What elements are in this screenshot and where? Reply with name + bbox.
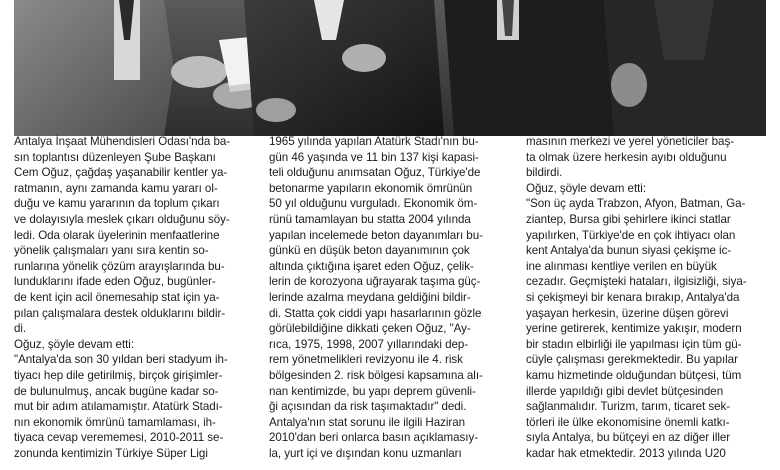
text-line: "Son üç ayda Trabzon, Afyon, Batman, Ga- xyxy=(526,197,746,211)
text-line: sağlanmalıdır. Turizm, tarım, ticaret sek- xyxy=(526,400,731,414)
text-line: tiyacı hep dile getirilmiş, birçok girişimler- xyxy=(14,368,223,382)
text-line: 2010'dan beri onlarca basın açıklamasıy- xyxy=(269,431,479,445)
text-line: yapılan incelemede beton dayanımları bu- xyxy=(269,228,483,242)
text-line: ziantep, Bursa gibi şehirlere ikinci statlar xyxy=(526,212,731,226)
text-line: ve dolayısıyla meslek çıkarı olduğunu söy- xyxy=(14,212,230,226)
text-line: 50 yıl olduğunu vurguladı. Ekonomik öm- xyxy=(269,197,478,211)
text-line: yapılırken, Türkiye'de en çok ihtiyacı olan xyxy=(526,228,736,242)
article-column-2 xyxy=(269,134,512,470)
text-line: bir stadın elbirliği ile yapılması için tüm gü- xyxy=(526,337,742,351)
text-line: tiyaca cevap verememesi, 2010-2011 se- xyxy=(14,431,224,445)
text-line: zonunda kentimizin Türkiye Süper Ligi xyxy=(14,446,208,460)
article-body xyxy=(14,134,766,470)
text-line: yaşayan herkesin, üzerine düşen görevi xyxy=(526,306,729,320)
text-line: Oğuz, şöyle devam etti: xyxy=(526,181,646,195)
article-column-3 xyxy=(526,134,766,470)
text-line: 1965 yılında yapılan Atatürk Stadı'nın bu- xyxy=(269,135,479,148)
text-line: de kent için acil önemesahip stat için ya- xyxy=(14,290,220,304)
text-line: Antalya'nın stat sorunu ile ilgili Haziran xyxy=(269,415,466,429)
text-line: görülebildiğine dikkati çeken Oğuz, "Ay- xyxy=(269,322,471,336)
text-line: Antalya İnşaat Mühendisleri Odası'nda ba- xyxy=(14,135,231,148)
text-line: de bulunulmuş, ancak bugüne kadar so- xyxy=(14,384,219,398)
text-line: lunduklarını ifade eden Oğuz, bugünler- xyxy=(14,275,216,289)
text-line: gün 46 yaşında ve 11 bin 137 kişi kapasi- xyxy=(269,150,479,164)
article-column-1 xyxy=(14,134,257,470)
text-line: bildirdi. xyxy=(526,166,563,180)
news-photo xyxy=(14,0,766,136)
text-line: nın ekonomik ömrünü tamamlaması, ih- xyxy=(14,415,216,429)
text-line: nan kentimizde, bu yapı deprem güvenli- xyxy=(269,384,476,398)
text-line: lerin de korozyona uğrayarak taşıma güç- xyxy=(269,275,481,289)
text-line: di. xyxy=(14,322,27,336)
text-line: altında çıktığına işaret eden Oğuz, çelik- xyxy=(269,259,474,273)
text-line: rıca, 1975, 1998, 2007 yıllarındaki dep- xyxy=(269,337,469,351)
text-line: rem yönetmelikleri revizyonu ile 4. risk xyxy=(269,353,463,367)
text-line: günkü en düşük beton dayanımının çok xyxy=(269,244,470,258)
text-line: illerde yapıldığı gibi devlet bütçesinden xyxy=(526,384,724,398)
text-line: kadar hak etmektedir. 2013 yılında U20 xyxy=(526,446,726,460)
text-line: cezadır. Geçmişteki hataları, ilgisizliği, siya- xyxy=(526,275,747,289)
text-line: "Antalya'da son 30 yıldan beri stadyum ih- xyxy=(14,353,228,367)
text-line: la, yurt içi ve dışından konu uzmanları xyxy=(269,446,462,460)
text-line: ratmanın, aynı zamanda kamu yararı ol- xyxy=(14,181,218,195)
text-line: duğu ve kamu yararının da toplum çıkarı xyxy=(14,197,220,211)
text-line: masının merkezi ve yerel yöneticiler baş- xyxy=(526,135,735,148)
text-line: Oğuz, şöyle devam etti: xyxy=(14,337,134,351)
text-line: pılan çalışmalara destek olduklarını bildir- xyxy=(14,306,226,320)
text-line: ine alınması kentliye verilen en büyük xyxy=(526,259,717,273)
text-line: rünü tamamlayan bu statta 2004 yılında xyxy=(269,212,471,226)
text-line: kamu hizmetinde olduğundan bütçesi, tüm xyxy=(526,368,742,382)
text-line: ta olmak üzere herkesin ayıbı olduğunu xyxy=(526,150,727,164)
text-line: betonarme yapıların ekonomik ömrünün xyxy=(269,181,473,195)
text-line: teli olduğunu anımsatan Oğuz, Türkiye'de xyxy=(269,166,481,180)
text-line: si çekişmeyi bir kenara bırakıp, Antalya'da xyxy=(526,290,740,304)
text-line: kent Antalya'da bunun siyasi çekişme ic- xyxy=(526,244,732,258)
text-line: runlarına yönelik çözüm arayışlarında bu- xyxy=(14,259,225,273)
text-line: törleri ile ülke ekonomisine önemli katkı- xyxy=(526,415,730,429)
text-line: sın toplantısı düzenleyen Şube Başkanı xyxy=(14,150,216,164)
text-line: lerinde azalma meydana geldiğini bildir- xyxy=(269,290,471,304)
text-line: cüyle çalışması gerekmektedir. Bu yapılar xyxy=(526,353,738,367)
text-line: mut bir adım atılamamıştır. Atatürk Stadı- xyxy=(14,400,223,414)
text-line: yönelik çalışmaları yanı sıra kentin so- xyxy=(14,244,209,258)
text-line: bölgesinden 2. risk bölgesi kapsamına alı- xyxy=(269,368,483,382)
photo-illustration xyxy=(14,0,766,136)
text-line: ği açısından da risk taşımaktadır" dedi. xyxy=(269,400,467,414)
text-line: sıyla Antalya, bu bütçeyi en az diğer iller xyxy=(526,431,731,445)
text-line: Cem Oğuz, çağdaş yaşanabilir kentler ya- xyxy=(14,166,228,180)
text-line: yerine getirerek, kentimize yakışır, modern xyxy=(526,322,742,336)
text-line: ledi. Oda olarak üyelerinin menfaatlerine xyxy=(14,228,220,242)
text-line: di. Statta çok ciddi yapı hasarlarının gözle xyxy=(269,306,482,320)
